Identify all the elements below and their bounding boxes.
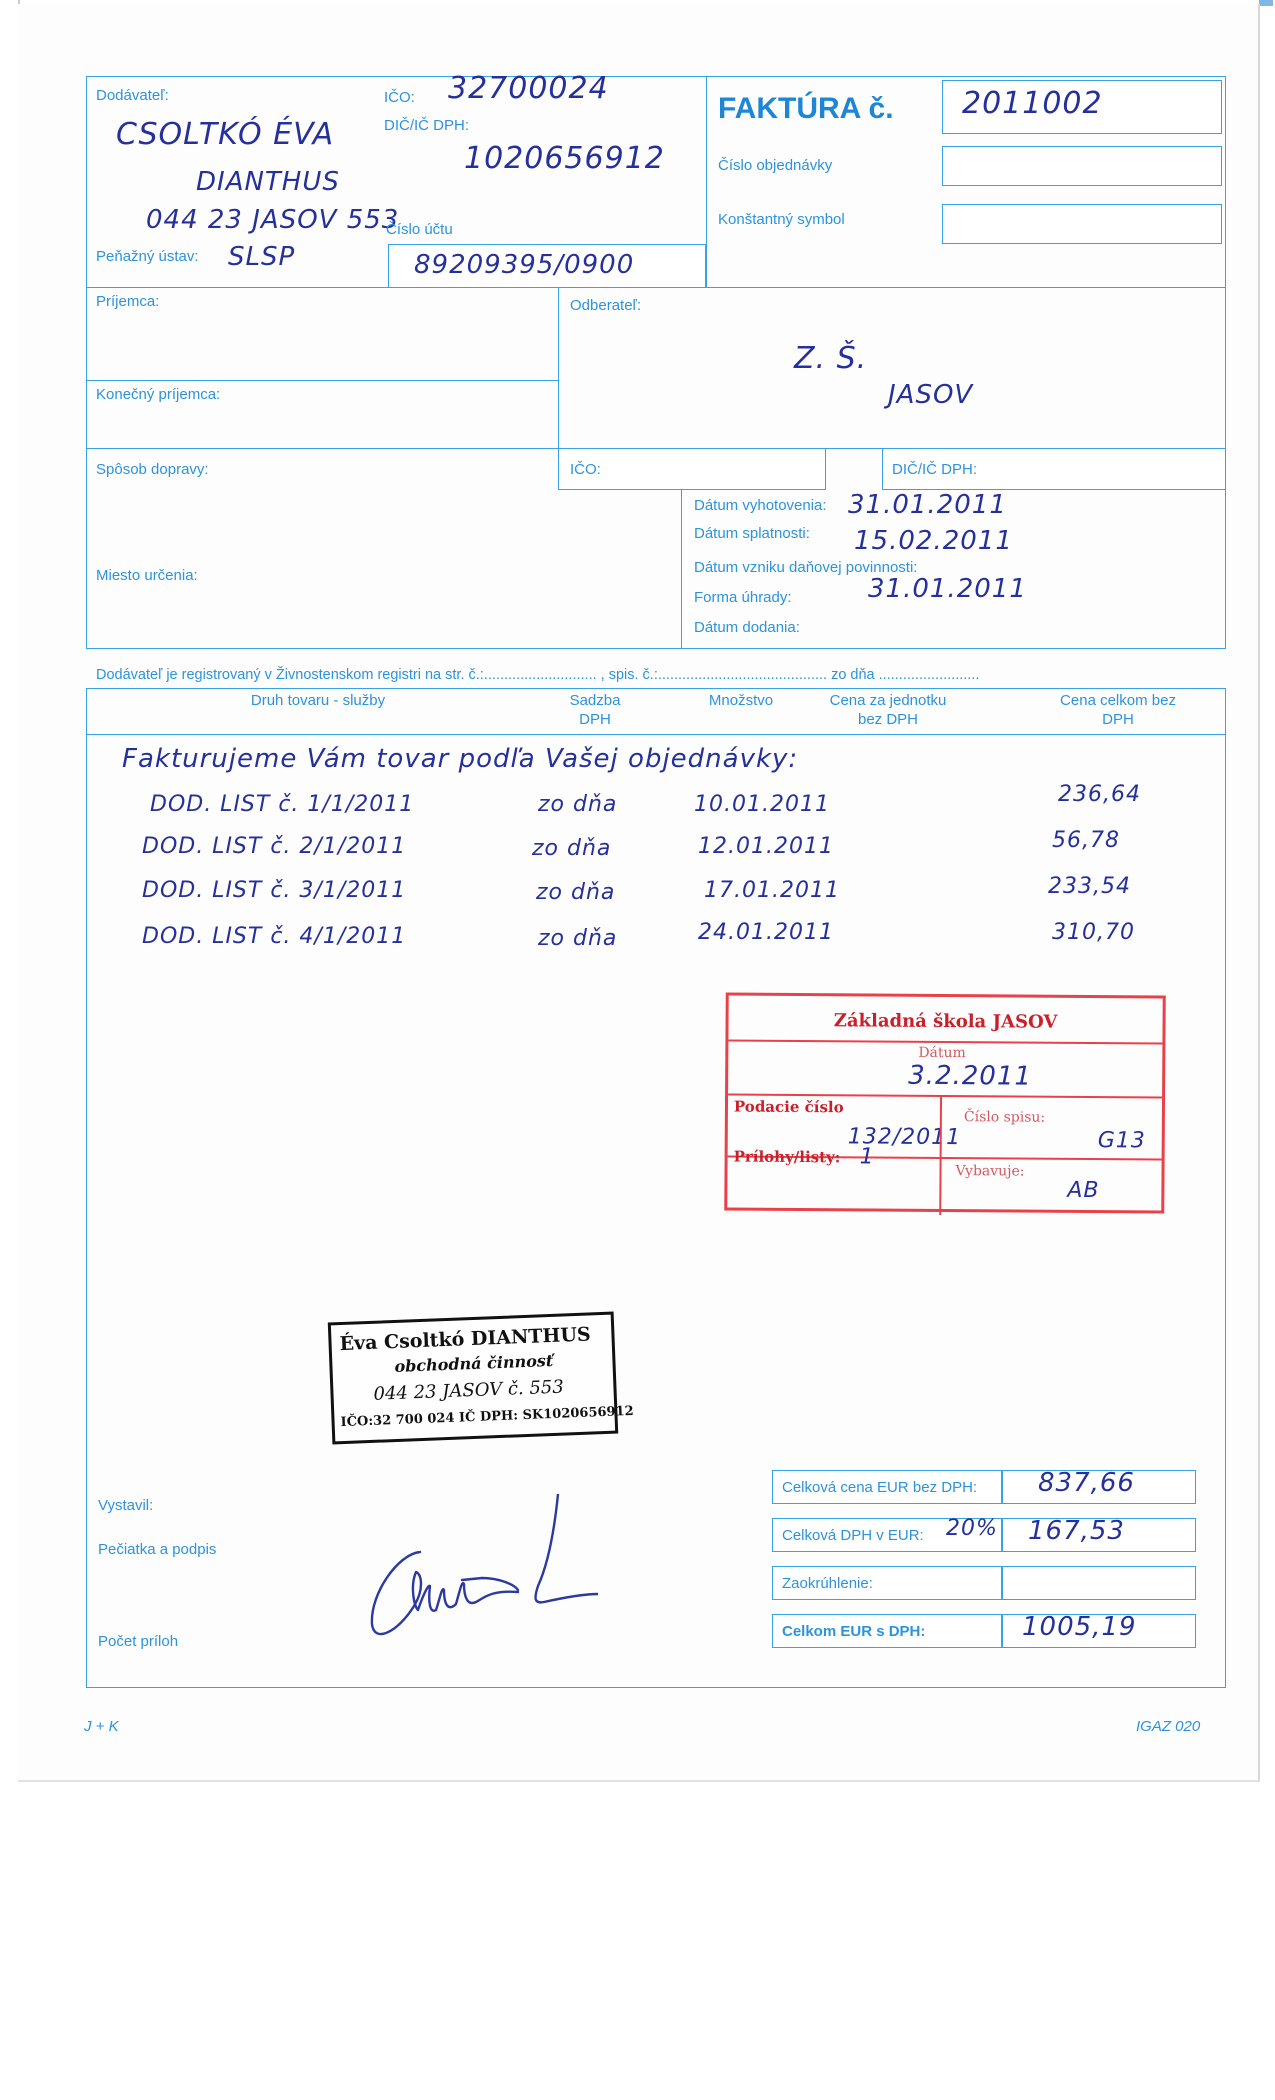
rounding-label: Zaokrúhlenie: xyxy=(782,1575,873,1592)
row-total: 56,78 xyxy=(1052,828,1120,853)
stamp-signature-label: Pečiatka a podpis xyxy=(98,1541,217,1558)
rounding-value-box xyxy=(1002,1566,1196,1600)
supplier-dic-value: 1020656912 xyxy=(464,141,665,176)
header-line-total: Cena celkom bez DPH xyxy=(1060,692,1176,728)
grand-total-label: Celkom EUR s DPH: xyxy=(782,1623,926,1640)
vat-label: Celková DPH v EUR: xyxy=(782,1527,924,1544)
scan-mark xyxy=(1259,0,1273,6)
odberatel-label: Odberateľ: xyxy=(570,297,642,314)
grand-total-value: 1005,19 xyxy=(1022,1612,1137,1642)
supplier-label: Dodávateľ: xyxy=(96,87,169,104)
row-from: zo dňa xyxy=(532,836,612,861)
payment-label: Forma úhrady: xyxy=(694,589,792,606)
registry-stamp-title: Základná škola JASOV xyxy=(833,1010,1058,1033)
row-from: zo dňa xyxy=(538,792,618,817)
company-stamp-line1: Éva Csoltkó DIANTHUS xyxy=(339,1323,592,1356)
supplier-trade-name: DIANTHUS xyxy=(196,167,340,197)
supplier-address: 044 23 JASOV 553 xyxy=(146,205,400,235)
net-total-value: 837,66 xyxy=(1038,1468,1135,1498)
header-vat-rate: Sadzba DPH xyxy=(569,692,621,728)
dates-divider xyxy=(681,490,682,649)
row-document: DOD. LIST č. 1/1/2011 xyxy=(150,792,415,817)
final-recipient-divider xyxy=(86,380,558,381)
header-goods: Druh tovaru - služby xyxy=(250,692,386,709)
destination-label: Miesto určenia: xyxy=(96,567,198,584)
items-intro: Fakturujeme Vám tovar podľa Vašej objednávky: xyxy=(122,744,799,774)
registry-stamp-rule xyxy=(728,1039,1162,1044)
order-number-label: Číslo objednávky xyxy=(718,157,833,174)
issued-by-label: Vystavil: xyxy=(98,1497,154,1514)
company-stamp-line2: obchodná činnosť xyxy=(394,1350,554,1376)
odberatel-ico-label: IČO: xyxy=(570,461,601,478)
vat-value: 167,53 xyxy=(1028,1516,1125,1546)
signature xyxy=(358,1494,598,1644)
row-document: DOD. LIST č. 4/1/2011 xyxy=(142,924,407,949)
supplier-name: CSOLTKÓ ÉVA xyxy=(116,117,335,152)
row-total: 236,64 xyxy=(1058,782,1141,807)
row-document: DOD. LIST č. 3/1/2011 xyxy=(142,878,407,903)
registry-stamp-divider xyxy=(939,1095,942,1215)
header-unit-price: Cena za jednotku bez DPH xyxy=(829,692,947,728)
due-date-value: 15.02.2011 xyxy=(854,526,1013,556)
row-total: 233,54 xyxy=(1048,874,1131,899)
handler-value: AB xyxy=(1067,1177,1100,1204)
prijemca-label: Príjemca: xyxy=(96,293,160,310)
row-date: 24.01.2011 xyxy=(698,920,834,945)
company-stamp-line3: 044 23 JASOV č. 553 xyxy=(373,1376,565,1405)
attachments-count-label: Počet príloh xyxy=(98,1633,179,1650)
issue-date-label: Dátum vyhotovenia: xyxy=(694,497,827,514)
account-value: 89209395/0900 xyxy=(414,250,635,280)
constant-symbol-box xyxy=(942,204,1222,244)
recipient-section xyxy=(86,287,1226,449)
constant-symbol-label: Konštantný symbol xyxy=(718,211,845,228)
account-label: Číslo účtu xyxy=(386,221,453,238)
row-from: zo dňa xyxy=(536,880,616,905)
tax-date-label: Dátum vzniku daňovej povinnosti: xyxy=(694,559,918,576)
register-line: Dodávateľ je registrovaný v Živnostenskom registri na str. č.:............................ , spis. č.:.......................................... zo dňa ......................... xyxy=(96,667,980,683)
row-document: DOD. LIST č. 2/1/2011 xyxy=(142,834,407,859)
invoice-page xyxy=(18,4,1260,1782)
issue-date-value: 31.01.2011 xyxy=(848,490,1007,520)
row-total: 310,70 xyxy=(1052,920,1135,945)
net-total-label: Celková cena EUR bez DPH: xyxy=(782,1479,978,1496)
file-number-label: Číslo spisu: xyxy=(963,1109,1046,1126)
filing-number-label: Podacie číslo xyxy=(733,1097,844,1117)
payment-value: 31.01.2011 xyxy=(868,574,1027,604)
odberatel-line1: Z. Š. xyxy=(794,341,868,376)
file-number: G13 xyxy=(1097,1128,1146,1154)
vat-rate: 20% xyxy=(946,1516,998,1541)
registry-stamp xyxy=(724,992,1166,1213)
registry-date-label: Dátum xyxy=(918,1044,966,1062)
invoice-number: 2011002 xyxy=(962,86,1103,121)
bank-label: Peňažný ústav: xyxy=(96,248,199,265)
supplier-dic-label: DIČ/IČ DPH: xyxy=(384,117,470,134)
header-divider xyxy=(706,76,707,288)
odberatel-line2: JASOV xyxy=(888,380,974,410)
delivery-date-label: Dátum dodania: xyxy=(694,619,800,636)
bank-value: SLSP xyxy=(228,242,296,272)
company-stamp-line4: IČO:32 700 024 IČ DPH: SK1020656912 xyxy=(340,1403,634,1431)
odberatel-dic-label: DIČ/IČ DPH: xyxy=(892,461,978,478)
row-from: zo dňa xyxy=(538,926,618,951)
row-date: 10.01.2011 xyxy=(694,792,830,817)
final-recipient-label: Konečný príjemca: xyxy=(96,386,221,403)
supplier-ico-value: 32700024 xyxy=(448,71,609,106)
footer-left-code: J + K xyxy=(84,1718,119,1735)
handler-label: Vybavuje: xyxy=(955,1163,1025,1180)
recipient-divider xyxy=(558,287,559,449)
order-number-box xyxy=(942,146,1222,186)
supplier-ico-label: IČO: xyxy=(384,89,415,106)
table-header-rule xyxy=(86,734,1226,735)
registry-date: 3.2.2011 xyxy=(908,1060,1033,1092)
row-date: 17.01.2011 xyxy=(704,878,840,903)
company-stamp xyxy=(328,1312,634,1445)
footer-form-code: IGAZ 020 xyxy=(1136,1718,1201,1735)
invoice-title: FAKTÚRA č. xyxy=(718,92,894,125)
attachments-stamp-label: Prílohy/listy: xyxy=(733,1147,841,1167)
attachments-stamp-value: 1 xyxy=(859,1144,875,1170)
row-date: 12.01.2011 xyxy=(698,834,834,859)
due-date-label: Dátum splatnosti: xyxy=(694,525,810,542)
shipping-method-label: Spôsob dopravy: xyxy=(96,461,209,478)
filing-number: 132/2011 xyxy=(847,1124,962,1151)
header-quantity: Množstvo xyxy=(708,692,774,709)
